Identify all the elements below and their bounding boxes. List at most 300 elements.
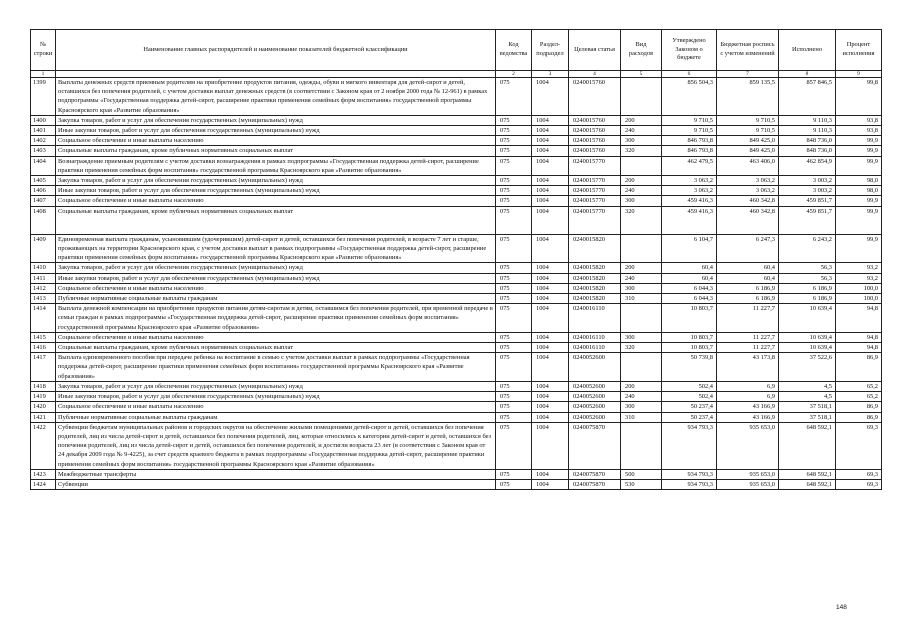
row-schedule: 460 342,8: [717, 206, 779, 234]
row-dept-code: 075: [496, 78, 532, 116]
row-dept-code: 075: [496, 136, 532, 146]
row-percent: 93,2: [836, 273, 882, 283]
row-percent: 94,8: [836, 332, 882, 342]
row-target-article: 0240015760: [569, 78, 621, 116]
row-dept-code: 075: [496, 422, 532, 469]
row-section-code: 1004: [532, 381, 569, 391]
table-row: [31, 381, 882, 391]
row-section-code: 1004: [532, 176, 569, 186]
row-expense-type: 300: [621, 136, 662, 146]
row-dept-code: 075: [496, 206, 532, 234]
row-schedule: 11 227,7: [717, 343, 779, 353]
row-schedule: 463 406,0: [717, 156, 779, 175]
column-number: 2: [496, 71, 532, 78]
row-section-code: 1004: [532, 294, 569, 304]
row-schedule: 6,9: [717, 392, 779, 402]
row-dept-code: 075: [496, 381, 532, 391]
row-schedule: 3 063,2: [717, 176, 779, 186]
row-percent: 98,0: [836, 176, 882, 186]
row-dept-code: 075: [496, 156, 532, 175]
row-section-code: 1004: [532, 206, 569, 234]
row-schedule: 6 186,9: [717, 294, 779, 304]
row-number: 1416: [31, 343, 56, 353]
row-name: Субвенции: [56, 479, 496, 489]
row-schedule: 11 227,7: [717, 304, 779, 333]
row-name: Социальное обеспечение и иные выплаты населению: [56, 332, 496, 342]
row-schedule: 935 653,0: [717, 422, 779, 469]
row-target-article: 0240016110: [569, 304, 621, 333]
row-percent: 69,3: [836, 422, 882, 469]
row-percent: 86,9: [836, 412, 882, 422]
row-percent: 93,2: [836, 263, 882, 273]
row-percent: 98,0: [836, 186, 882, 196]
row-name: Социальное обеспечение и иные выплаты населению: [56, 402, 496, 412]
row-section-code: 1004: [532, 146, 569, 156]
row-executed: 10 639,4: [779, 304, 836, 333]
table-row: [31, 176, 882, 186]
row-target-article: 0240015820: [569, 273, 621, 283]
row-section-code: 1004: [532, 304, 569, 333]
row-section-code: 1004: [532, 263, 569, 273]
row-dept-code: 075: [496, 234, 532, 263]
row-expense-type: 240: [621, 273, 662, 283]
budget-report-page: [30, 29, 881, 490]
row-dept-code: 075: [496, 126, 532, 136]
table-row: [31, 234, 882, 263]
row-approved: 462 479,5: [662, 156, 717, 175]
table-row: [31, 206, 882, 234]
row-number: 1408: [31, 206, 56, 234]
row-section-code: 1004: [532, 392, 569, 402]
row-dept-code: 075: [496, 196, 532, 206]
header-dept: Код ведомства: [496, 30, 532, 71]
row-executed: 4,5: [779, 392, 836, 402]
row-name: Вознаграждение приемным родителям с учетом доставки вознаграждения в рамках подпрограммы «Государственная поддержка детей-сирот, расширение практики применения семейных форм воспитания» государственной программы Красноярского края «Развитие образования»: [56, 156, 496, 175]
row-approved: 9 710,5: [662, 126, 717, 136]
row-target-article: 0240052600: [569, 392, 621, 402]
row-executed: 857 846,5: [779, 78, 836, 116]
row-name: Межбюджетные трансферты: [56, 469, 496, 479]
header-expense: Вид расходов: [621, 30, 662, 71]
row-expense-type: 320: [621, 343, 662, 353]
row-schedule: 60,4: [717, 273, 779, 283]
table-row: [31, 78, 882, 116]
row-percent: 94,8: [836, 343, 882, 353]
row-section-code: 1004: [532, 186, 569, 196]
row-approved: 10 803,7: [662, 332, 717, 342]
row-approved: 502,4: [662, 392, 717, 402]
row-section-code: 1004: [532, 353, 569, 382]
row-number: 1412: [31, 283, 56, 293]
table-row: [31, 294, 882, 304]
row-name: Выплата единовременного пособия при передаче ребенка на воспитание в семью с учетом доставки выплат в рамках подпрограммы «Государственная поддержка детей-сирот, расширение практики применения семейных форм воспитания» государственной программы Красноярского края «Развитие образования»: [56, 353, 496, 382]
row-approved: 846 793,8: [662, 146, 717, 156]
row-number: 1421: [31, 412, 56, 422]
row-expense-type: 320: [621, 146, 662, 156]
row-section-code: 1004: [532, 402, 569, 412]
row-approved: 10 803,7: [662, 304, 717, 333]
header-executed: Исполнено: [779, 30, 836, 71]
row-expense-type: 240: [621, 392, 662, 402]
row-schedule: 6,9: [717, 381, 779, 391]
page-number: 148: [836, 604, 847, 611]
row-dept-code: 075: [496, 402, 532, 412]
row-schedule: 43 173,8: [717, 353, 779, 382]
row-expense-type: 200: [621, 115, 662, 125]
table-row: [31, 392, 882, 402]
row-percent: 99,9: [836, 146, 882, 156]
row-schedule: 935 653,0: [717, 469, 779, 479]
row-approved: 502,4: [662, 381, 717, 391]
row-approved: 6 044,3: [662, 283, 717, 293]
row-percent: 94,8: [836, 304, 882, 333]
row-schedule: 859 135,5: [717, 78, 779, 116]
row-approved: 50 237,4: [662, 402, 717, 412]
row-section-code: 1004: [532, 273, 569, 283]
row-approved: 846 793,8: [662, 136, 717, 146]
row-number: 1413: [31, 294, 56, 304]
row-approved: 3 063,2: [662, 176, 717, 186]
row-executed: 3 003,2: [779, 176, 836, 186]
table-row: [31, 304, 882, 333]
row-approved: 856 504,3: [662, 78, 717, 116]
row-percent: 99,9: [836, 206, 882, 234]
table-row: [31, 156, 882, 175]
row-dept-code: 075: [496, 146, 532, 156]
table-row: [31, 412, 882, 422]
row-name: Иные закупки товаров, работ и услуг для обеспечения государственных (муниципальных) нужд: [56, 273, 496, 283]
row-percent: 69,3: [836, 479, 882, 489]
table-row: [31, 186, 882, 196]
row-name: Социальные выплаты гражданам, кроме публичных нормативных социальных выплат: [56, 343, 496, 353]
row-number: 1406: [31, 186, 56, 196]
header-name: Наименование главных распорядителей и наименование показателей бюджетной классификации: [56, 30, 496, 71]
row-name: Публичные нормативные социальные выплаты гражданам: [56, 412, 496, 422]
row-number: 1409: [31, 234, 56, 263]
column-number: 4: [569, 71, 621, 78]
row-target-article: 0240015760: [569, 146, 621, 156]
row-number: 1418: [31, 381, 56, 391]
row-expense-type: 300: [621, 196, 662, 206]
row-target-article: 0240015760: [569, 115, 621, 125]
row-schedule: 9 710,5: [717, 126, 779, 136]
row-executed: 37 518,1: [779, 402, 836, 412]
column-number: 7: [717, 71, 779, 78]
row-executed: 648 592,1: [779, 479, 836, 489]
row-expense-type: 320: [621, 206, 662, 234]
row-expense-type: 500: [621, 469, 662, 479]
column-number: 5: [621, 71, 662, 78]
row-name: Социальное обеспечение и иные выплаты населению: [56, 283, 496, 293]
row-percent: 99,8: [836, 78, 882, 116]
table-row: [31, 332, 882, 342]
row-section-code: 1004: [532, 412, 569, 422]
row-executed: 6 186,9: [779, 294, 836, 304]
row-target-article: 0240052600: [569, 412, 621, 422]
row-executed: 10 639,4: [779, 343, 836, 353]
table-row: [31, 469, 882, 479]
row-name: Выплаты денежных средств приемным родителям на приобретение продуктов питания, одежды, обуви и мягкого инвентаря для детей-сирот и детей, оставшихся без попечения родителей, с учетом доставки выплат денежных средств (в соответствии с Законом края от 2 ноября 2000 года № 12-961) в рамках подпрограммы «Государственная поддержка детей-сирот, расширение практики применения семейных форм воспитания» государственной программы Красноярского края «Развитие образования»: [56, 78, 496, 116]
row-name: Закупка товаров, работ и услуг для обеспечения государственных (муниципальных) нужд: [56, 381, 496, 391]
row-schedule: 6 247,3: [717, 234, 779, 263]
row-target-article: 0240015820: [569, 234, 621, 263]
table-row: [31, 343, 882, 353]
row-name: Социальные выплаты гражданам, кроме публичных нормативных социальных выплат: [56, 206, 496, 234]
row-target-article: 0240015820: [569, 294, 621, 304]
row-name: Закупка товаров, работ и услуг для обеспечения государственных (муниципальных) нужд: [56, 176, 496, 186]
row-approved: 9 710,5: [662, 115, 717, 125]
budget-table: [30, 29, 882, 490]
row-name: Иные закупки товаров, работ и услуг для обеспечения государственных (муниципальных) нужд: [56, 392, 496, 402]
row-target-article: 0240075870: [569, 469, 621, 479]
row-executed: 56,3: [779, 263, 836, 273]
row-number: 1402: [31, 136, 56, 146]
column-number: 9: [836, 71, 882, 78]
row-dept-code: 075: [496, 412, 532, 422]
row-schedule: 9 710,5: [717, 115, 779, 125]
row-expense-type: 300: [621, 332, 662, 342]
row-expense-type: [621, 234, 662, 263]
row-expense-type: [621, 78, 662, 116]
row-expense-type: 200: [621, 263, 662, 273]
table-row: [31, 126, 882, 136]
table-row: [31, 263, 882, 273]
row-dept-code: 075: [496, 273, 532, 283]
row-percent: 99,9: [836, 234, 882, 263]
table-row: [31, 283, 882, 293]
row-approved: 459 416,3: [662, 206, 717, 234]
row-schedule: 43 166,9: [717, 402, 779, 412]
row-executed: 648 592,1: [779, 422, 836, 469]
row-executed: 848 736,0: [779, 146, 836, 156]
row-name: Закупка товаров, работ и услуг для обеспечения государственных (муниципальных) нужд: [56, 263, 496, 273]
row-expense-type: 200: [621, 381, 662, 391]
column-number: 1: [31, 71, 56, 78]
row-executed: 459 851,7: [779, 206, 836, 234]
row-percent: 65,2: [836, 392, 882, 402]
header-section: Раздел-подраздел: [532, 30, 569, 71]
row-section-code: 1004: [532, 343, 569, 353]
row-number: 1415: [31, 332, 56, 342]
row-target-article: 0240015770: [569, 176, 621, 186]
row-section-code: 1004: [532, 283, 569, 293]
row-dept-code: 075: [496, 353, 532, 382]
row-expense-type: 300: [621, 402, 662, 412]
table-header-row: [31, 30, 882, 71]
row-percent: 86,9: [836, 402, 882, 412]
row-name: Социальное обеспечение и иные выплаты населению: [56, 136, 496, 146]
row-executed: 462 854,9: [779, 156, 836, 175]
row-executed: 848 736,0: [779, 136, 836, 146]
row-approved: 6 044,3: [662, 294, 717, 304]
row-expense-type: 300: [621, 283, 662, 293]
column-number: 6: [662, 71, 717, 78]
row-executed: 6 186,9: [779, 283, 836, 293]
row-executed: 37 518,1: [779, 412, 836, 422]
row-section-code: 1004: [532, 78, 569, 116]
row-target-article: 0240016110: [569, 332, 621, 342]
row-schedule: 849 425,0: [717, 136, 779, 146]
row-expense-type: 240: [621, 186, 662, 196]
table-row: [31, 115, 882, 125]
row-executed: 9 110,3: [779, 115, 836, 125]
row-number: 1417: [31, 353, 56, 382]
row-number: 1410: [31, 263, 56, 273]
row-schedule: 11 227,7: [717, 332, 779, 342]
row-percent: 93,8: [836, 115, 882, 125]
row-target-article: 0240015770: [569, 156, 621, 175]
row-target-article: 0240015820: [569, 263, 621, 273]
row-dept-code: 075: [496, 304, 532, 333]
row-name: Иные закупки товаров, работ и услуг для обеспечения государственных (муниципальных) нужд: [56, 126, 496, 136]
row-schedule: 460 342,8: [717, 196, 779, 206]
row-section-code: 1004: [532, 469, 569, 479]
header-target: Целевая статья: [569, 30, 621, 71]
row-number: 1407: [31, 196, 56, 206]
row-approved: 60,4: [662, 273, 717, 283]
row-dept-code: 075: [496, 343, 532, 353]
row-expense-type: 530: [621, 479, 662, 489]
row-name: Закупка товаров, работ и услуг для обеспечения государственных (муниципальных) нужд: [56, 115, 496, 125]
row-section-code: 1004: [532, 196, 569, 206]
row-expense-type: 240: [621, 126, 662, 136]
row-number: 1405: [31, 176, 56, 186]
row-approved: 934 793,3: [662, 422, 717, 469]
row-number: 1423: [31, 469, 56, 479]
row-dept-code: 075: [496, 283, 532, 293]
header-row-number: № строки: [31, 30, 56, 71]
row-target-article: 0240052600: [569, 353, 621, 382]
row-target-article: 0240075870: [569, 479, 621, 489]
column-number: 8: [779, 71, 836, 78]
header-percent: Процент исполнения: [836, 30, 882, 71]
row-target-article: 0240075870: [569, 422, 621, 469]
row-name: Единовременная выплата гражданам, усыновившим (удочерившим) детей-сирот и детей, оставшихся без попечения родителей, в возрасте 7 лет и старше, проживающих на территории Красноярского края, с учетом доставки выплат в рамках подпрограммы «Государственная поддержка детей-сирот, расширение практики применения семейных форм воспитания» государственной программы Красноярского края «Развитие образования»: [56, 234, 496, 263]
row-name: Публичные нормативные социальные выплаты гражданам: [56, 294, 496, 304]
row-section-code: 1004: [532, 422, 569, 469]
row-number: 1419: [31, 392, 56, 402]
row-schedule: 935 653,0: [717, 479, 779, 489]
row-section-code: 1004: [532, 126, 569, 136]
row-executed: 6 243,2: [779, 234, 836, 263]
column-number: [56, 71, 496, 78]
row-number: 1399: [31, 78, 56, 116]
row-target-article: 0240015820: [569, 283, 621, 293]
row-executed: 9 110,3: [779, 126, 836, 136]
row-section-code: 1004: [532, 332, 569, 342]
row-number: 1400: [31, 115, 56, 125]
row-target-article: 0240015770: [569, 206, 621, 234]
row-target-article: 0240016110: [569, 343, 621, 353]
row-approved: 10 803,7: [662, 343, 717, 353]
row-dept-code: 075: [496, 186, 532, 196]
table-row: [31, 479, 882, 489]
row-section-code: 1004: [532, 479, 569, 489]
row-approved: 934 793,3: [662, 479, 717, 489]
table-row: [31, 353, 882, 382]
row-expense-type: 200: [621, 176, 662, 186]
row-schedule: 60,4: [717, 263, 779, 273]
row-number: 1414: [31, 304, 56, 333]
row-expense-type: 310: [621, 412, 662, 422]
table-row: [31, 273, 882, 283]
row-number: 1404: [31, 156, 56, 175]
row-expense-type: [621, 353, 662, 382]
column-number: 3: [532, 71, 569, 78]
row-executed: 37 522,6: [779, 353, 836, 382]
row-number: 1422: [31, 422, 56, 469]
row-executed: 3 003,2: [779, 186, 836, 196]
row-approved: 50 237,4: [662, 412, 717, 422]
row-approved: 934 793,3: [662, 469, 717, 479]
row-dept-code: 075: [496, 332, 532, 342]
row-percent: 86,9: [836, 353, 882, 382]
row-percent: 100,0: [836, 294, 882, 304]
row-section-code: 1004: [532, 234, 569, 263]
row-schedule: 43 166,9: [717, 412, 779, 422]
column-number-row: [31, 71, 882, 78]
row-expense-type: [621, 304, 662, 333]
row-expense-type: 310: [621, 294, 662, 304]
row-dept-code: 075: [496, 479, 532, 489]
row-percent: 100,0: [836, 283, 882, 293]
row-executed: 56,3: [779, 273, 836, 283]
row-dept-code: 075: [496, 392, 532, 402]
row-dept-code: 075: [496, 176, 532, 186]
row-name: Выплата денежной компенсации на приобретение продуктов питания детям-сиротам и детям, оставшимся без попечения родителей, при временной передаче в семьи граждан в рамках подпрограммы «Государственная поддержка детей-сирот, расширение практики применения семейных форм воспитания» государственной программы Красноярского края «Развитие образования»: [56, 304, 496, 333]
table-row: [31, 146, 882, 156]
row-executed: 648 592,1: [779, 469, 836, 479]
row-approved: 459 416,3: [662, 196, 717, 206]
row-section-code: 1004: [532, 156, 569, 175]
row-number: 1420: [31, 402, 56, 412]
row-dept-code: 075: [496, 115, 532, 125]
row-percent: 99,9: [836, 196, 882, 206]
row-dept-code: 075: [496, 469, 532, 479]
row-name: Субвенции бюджетам муниципальных районов и городских округов на обеспечение жилыми помещениями детей-сирот и детей, оставшихся без попечения родителей, лиц из числа детей-сирот и детей, оставшихся без попечения родителей, лиц, которые относились к категории детей-сирот и детей, оставшихся без попечения родителей, лиц из числа детей-сирот и детей, оставшихся без попечения родителей, и достигли возраста 23 лет (в соответствии с Законом края от 24 декабря 2009 года № 9-4225), за счет средств краевого бюджета в рамках подпрограммы «Государственная поддержка детей-сирот, расширение практики применения семейных форм воспитания» государственной программы Красноярского края «Развитие образования»: [56, 422, 496, 469]
row-executed: 459 851,7: [779, 196, 836, 206]
row-section-code: 1004: [532, 136, 569, 146]
row-expense-type: [621, 422, 662, 469]
row-number: 1424: [31, 479, 56, 489]
row-name: Иные закупки товаров, работ и услуг для обеспечения государственных (муниципальных) нужд: [56, 186, 496, 196]
row-percent: 99,9: [836, 156, 882, 175]
row-approved: 50 739,8: [662, 353, 717, 382]
table-row: [31, 422, 882, 469]
table-row: [31, 402, 882, 412]
table-row: [31, 196, 882, 206]
row-section-code: 1004: [532, 115, 569, 125]
row-schedule: 3 063,2: [717, 186, 779, 196]
header-schedule: Бюджетная роспись с учетом изменений: [717, 30, 779, 71]
row-percent: 93,8: [836, 126, 882, 136]
row-target-article: 0240015760: [569, 136, 621, 146]
header-approved: Утверждено Законом о бюджете: [662, 30, 717, 71]
row-percent: 69,3: [836, 469, 882, 479]
row-schedule: 6 186,9: [717, 283, 779, 293]
row-name: Социальное обеспечение и иные выплаты населению: [56, 196, 496, 206]
row-target-article: 0240052600: [569, 402, 621, 412]
row-number: 1401: [31, 126, 56, 136]
row-dept-code: 075: [496, 263, 532, 273]
table-body: [31, 78, 882, 490]
row-dept-code: 075: [496, 294, 532, 304]
row-approved: 60,4: [662, 263, 717, 273]
row-target-article: 0240015770: [569, 196, 621, 206]
row-schedule: 849 425,0: [717, 146, 779, 156]
row-name: Социальные выплаты гражданам, кроме публичных нормативных социальных выплат: [56, 146, 496, 156]
row-percent: 99,9: [836, 136, 882, 146]
